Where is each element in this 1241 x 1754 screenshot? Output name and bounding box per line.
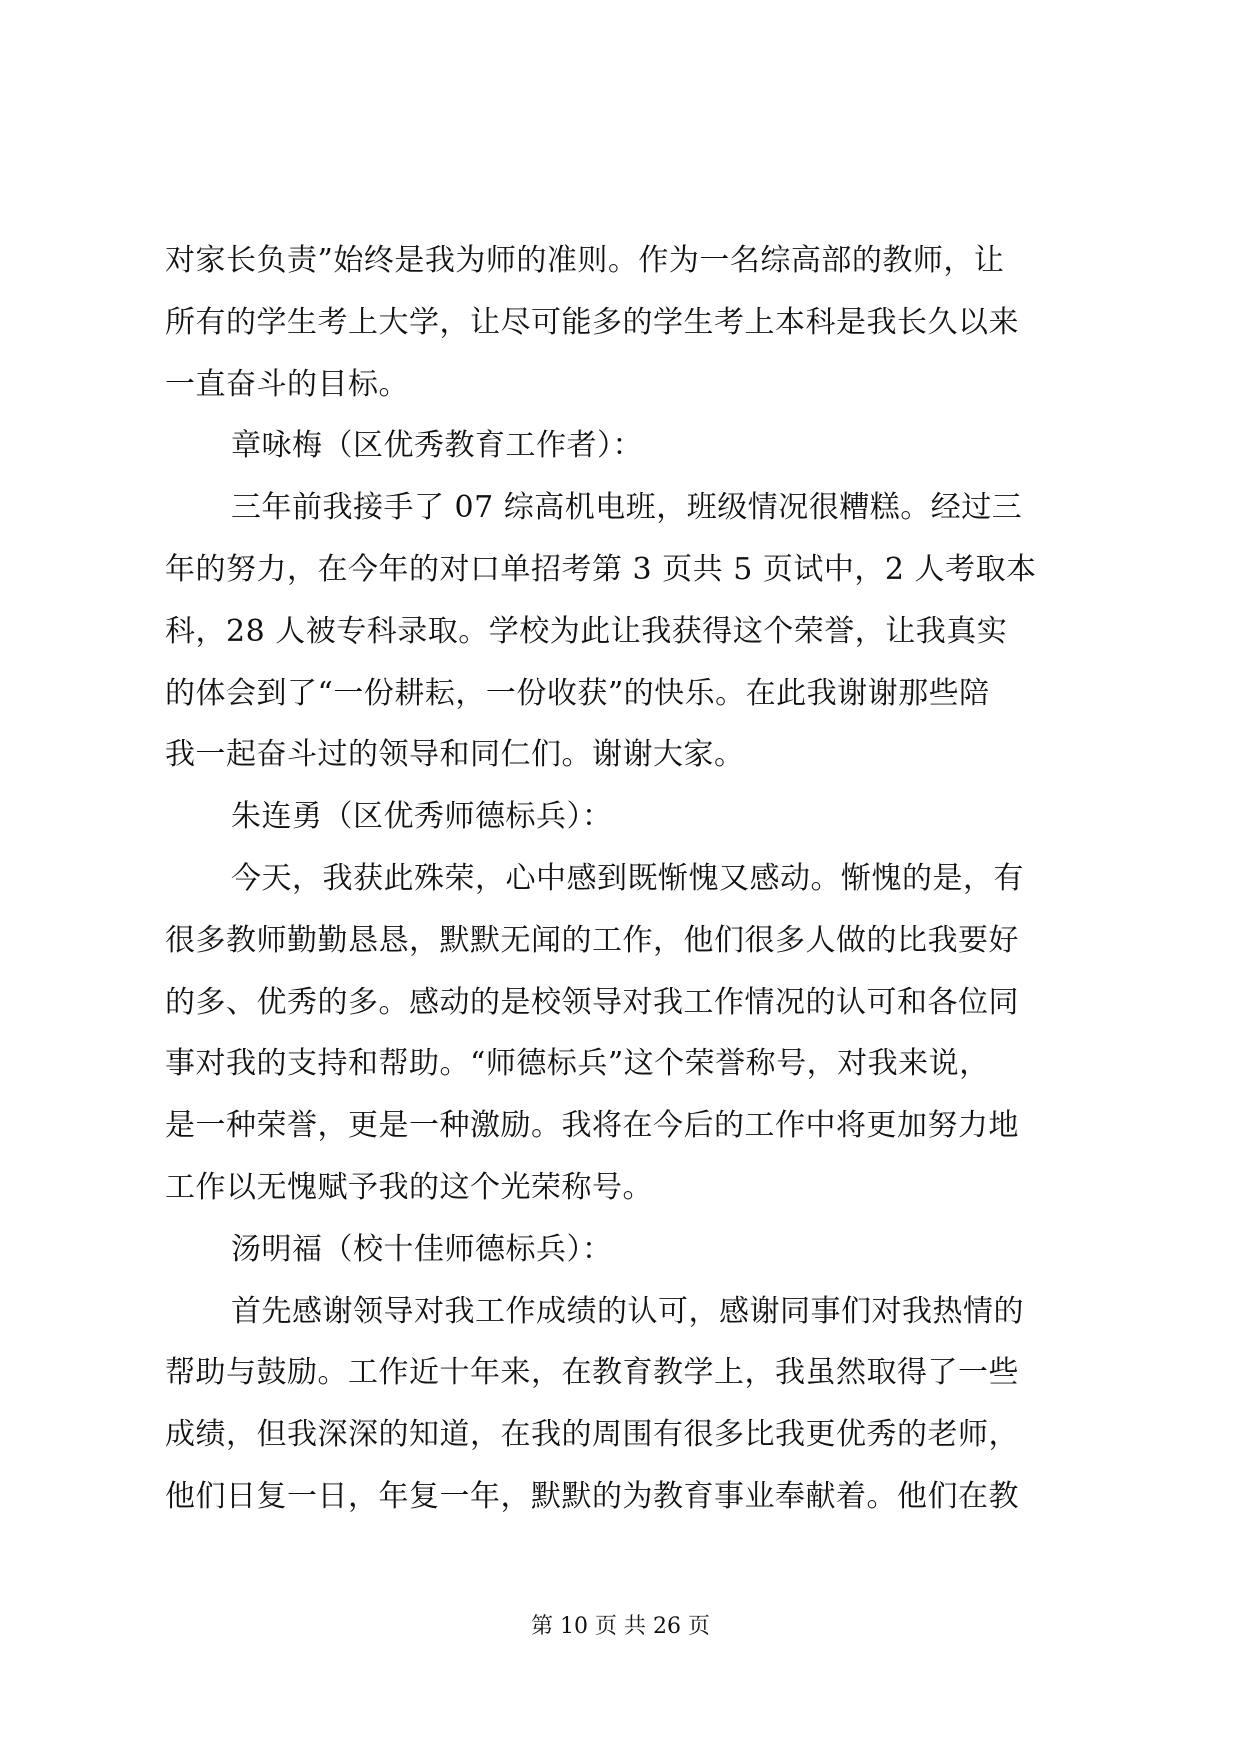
text-line: 帮助与鼓励。工作近十年来，在教育教学上，我虽然取得了一些: [165, 1355, 1019, 1391]
page-number-label: 第 10 页 共 26 页: [531, 1614, 710, 1639]
text-line: 科，28 人被专科录取。学校为此让我获得这个荣誉，让我真实: [165, 613, 1008, 649]
text-line: 的多、优秀的多。感动的是校领导对我工作情况的认可和各位同: [165, 984, 1019, 1020]
text-line: 我一起奋斗过的领导和同仁们。谢谢大家。: [165, 737, 745, 773]
page-footer: [0, 1612, 1241, 1642]
speaker-heading: 章咏梅（区优秀教育工作者）：: [231, 428, 643, 464]
text-line: 的体会到了“一份耕耘，一份收获”的快乐。在此我谢谢那些陪: [165, 675, 990, 711]
document-body: [165, 230, 1085, 1528]
speaker-heading: 汤明福（校十佳师德标兵）：: [231, 1231, 613, 1267]
text-line: 对家长负责”始终是我为师的准则。作为一名综高部的教师，让: [165, 243, 1005, 278]
speaker-heading: 朱连勇（区优秀师德标兵）：: [231, 799, 613, 835]
paragraph-start: 三年前我接手了 07 综高机电班，班级情况很糟糕。经过三: [231, 490, 1023, 526]
text-line: 他们日复一日，年复一年，默默的为教育事业奉献着。他们在教: [165, 1478, 1019, 1514]
text-line: 事对我的支持和帮助。“师德标兵”这个荣誉称号，对我来说，: [165, 1046, 990, 1082]
paragraph-start: 今天，我获此殊荣，心中感到既惭愧又感动。惭愧的是，有: [231, 860, 1024, 896]
text-line: 所有的学生考上大学，让尽可能多的学生考上本科是我长久以来: [165, 304, 1019, 340]
paragraph-start: 首先感谢领导对我工作成绩的认可，感谢同事们对我热情的: [231, 1293, 1024, 1329]
text-line: 一直奋斗的目标。: [165, 366, 409, 402]
text-line: 是一种荣誉，更是一种激励。我将在今后的工作中将更加努力地: [165, 1108, 1019, 1144]
text-line: 成绩，但我深深的知道，在我的周围有很多比我更优秀的老师，: [165, 1417, 1019, 1453]
text-line: 工作以无愧赋予我的这个光荣称号。: [165, 1169, 653, 1205]
text-line: 很多教师勤勤恳恳，默默无闻的工作，他们很多人做的比我要好: [165, 922, 1019, 958]
text-line: 年的努力，在今年的对口单招考第 3 页共 5 页试中，2 人考取本: [165, 551, 1037, 587]
